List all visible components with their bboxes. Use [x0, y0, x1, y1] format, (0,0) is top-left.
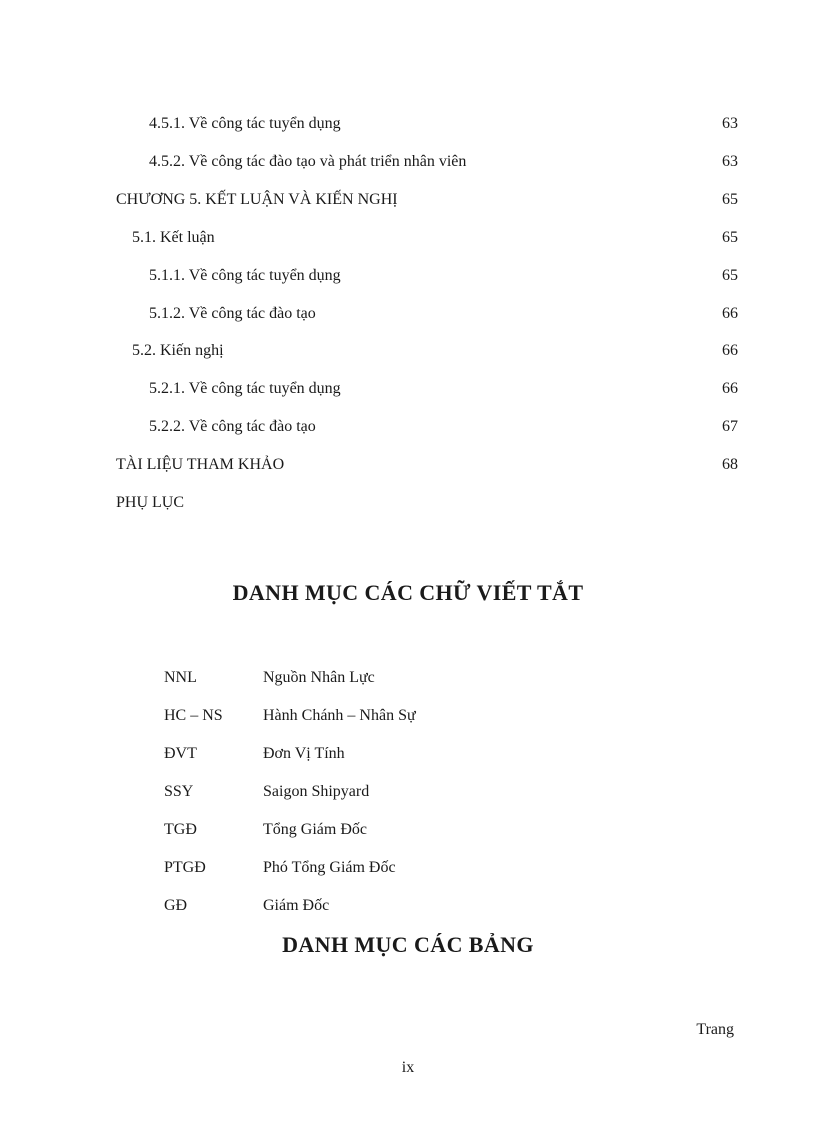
abbreviation-value: Nguồn Nhân Lực [263, 669, 375, 686]
toc-entry [116, 150, 738, 174]
toc-entry [116, 188, 738, 212]
toc-entry-label: 5.1. Kết luận [132, 229, 215, 246]
page-number: ix [401, 1059, 415, 1076]
toc-entry [116, 226, 738, 250]
toc-entry-label: 5.2.2. Về công tác đào tạo [149, 418, 316, 435]
toc-entry-label: 4.5.2. Về công tác đào tạo và phát triển nhân viên [149, 153, 467, 170]
toc-entry-label: CHƯƠNG 5. KẾT LUẬN VÀ KIẾN NGHỊ [116, 191, 398, 208]
abbreviation-key: ĐVT [164, 745, 197, 762]
toc-entry-label: 4.5.1. Về công tác tuyển dụng [149, 115, 341, 132]
toc-entry-page: 65 [722, 229, 738, 246]
abbreviation-key: GĐ [164, 897, 188, 914]
abbreviation-value: Hành Chánh – Nhân Sự [263, 707, 416, 724]
abbreviation-value: Đơn Vị Tính [263, 745, 345, 762]
abbreviation-value: Saigon Shipyard [263, 783, 370, 800]
toc-entry-label: TÀI LIỆU THAM KHẢO [116, 456, 285, 473]
tables-list-title: DANH MỤC CÁC BẢNG [282, 932, 534, 957]
toc-entry [116, 339, 738, 363]
toc-entry [116, 112, 738, 136]
toc-entry-page: 66 [722, 380, 738, 397]
toc-entry [116, 415, 738, 439]
toc-entry-page: 66 [722, 342, 738, 359]
abbreviation-key: SSY [164, 783, 194, 800]
toc-entry-label: 5.1.2. Về công tác đào tạo [149, 305, 316, 322]
toc-entry-page: 66 [722, 305, 738, 322]
page-column-label: Trang [696, 1021, 734, 1038]
toc-entry-page: 63 [722, 115, 738, 132]
toc-entry [116, 264, 738, 288]
toc-entry [116, 302, 738, 326]
abbreviation-key: PTGĐ [164, 859, 206, 876]
toc-entry-page: 65 [722, 191, 738, 208]
toc-entry-label: 5.2. Kiến nghị [132, 342, 224, 359]
abbreviation-value: Phó Tổng Giám Đốc [263, 859, 396, 876]
toc-entry-page: 63 [722, 153, 738, 170]
toc-entry [116, 453, 738, 477]
toc-entry-page: 67 [722, 418, 738, 435]
abbreviation-key: NNL [164, 669, 197, 686]
toc-entry-page: 68 [722, 456, 738, 473]
toc-entry [116, 491, 738, 515]
abbreviation-key: HC – NS [164, 707, 223, 724]
abbreviation-value: Tổng Giám Đốc [263, 821, 367, 838]
toc-entry-label: PHỤ LỤC [116, 494, 185, 511]
abbreviation-value: Giám Đốc [263, 897, 330, 914]
abbreviation-key: TGĐ [164, 821, 197, 838]
abbreviations-title: DANH MỤC CÁC CHỮ VIẾT TẮT [232, 580, 584, 605]
toc-entry-page: 65 [722, 267, 738, 284]
toc-entry-label: 5.2.1. Về công tác tuyển dụng [149, 380, 341, 397]
toc-entry-label: 5.1.1. Về công tác tuyển dụng [149, 267, 341, 284]
toc-entry [116, 377, 738, 401]
